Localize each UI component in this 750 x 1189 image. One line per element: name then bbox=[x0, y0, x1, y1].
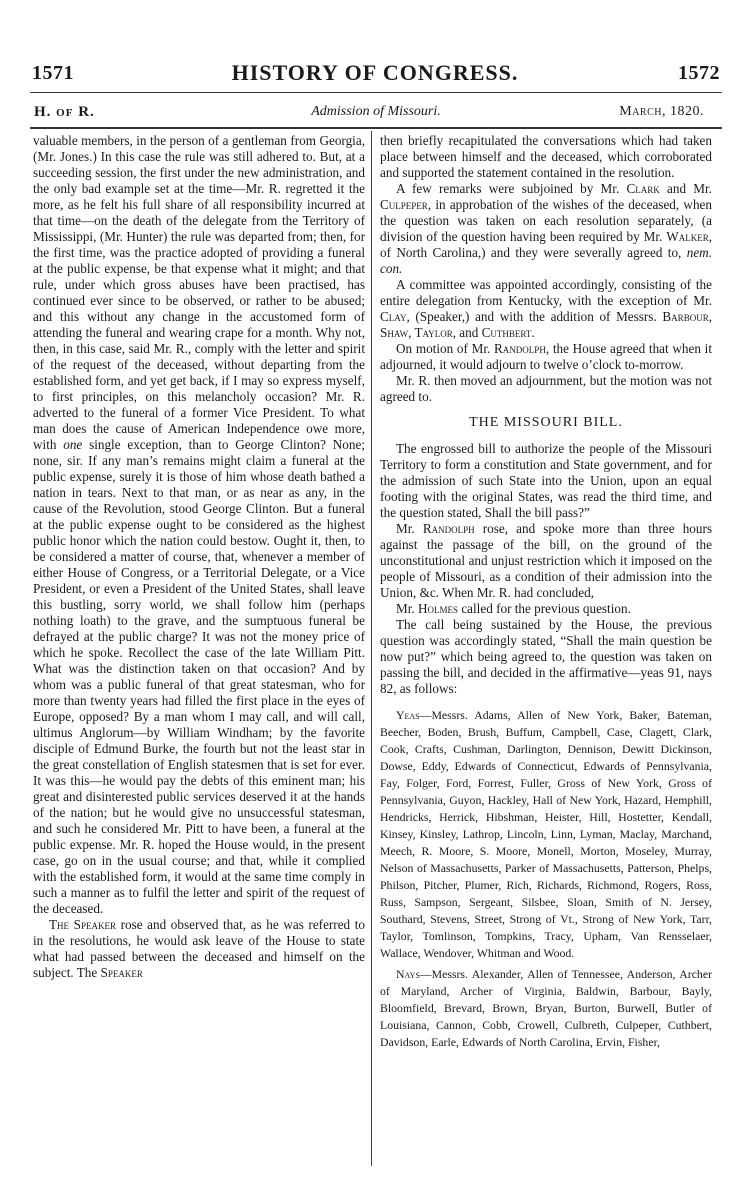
nays-list bbox=[380, 966, 712, 1051]
emphasis: one bbox=[63, 437, 83, 452]
header-rule bbox=[30, 92, 722, 93]
subheader-rule bbox=[30, 127, 722, 129]
section-heading: THE MISSOURI BILL. bbox=[469, 415, 623, 430]
chamber-label: H. of R. bbox=[34, 104, 95, 120]
yeas-label: Yeas bbox=[396, 708, 420, 722]
yeas-list bbox=[380, 707, 712, 962]
paragraph bbox=[33, 133, 365, 917]
text-run: , the House agreed that when it adjourned, it would adjourn to twelve o’clock to-morrow. bbox=[380, 341, 712, 372]
yeas-names: —Messrs. Adams, Allen of New York, Baker, Bateman, Beecher, Boden, Brush, Buffum, Campbell, Case, Clagett, Clark, Cook, Crafts, Cushman, Darlington, Dennison, Dewitt Dickinson, Dowse, Eddy, Edwards of Connecticut, Edwards of Pennsylvania, Fay, Folger, Ford, Forrest, Fuller, Gross of New York, Gross of Pennsylvania, Guyon, Hackley, Hall of New York, Hazard, Hemphill, Hendricks, Herrick, Hibshman, Heister, Hill, Hostetter, Kendall, Kinsey, Kinsley, Lathrop, Lincoln, Linn, Lyman, Maclay, Marchand, Meech, R. Moore, S. Moore, Monell, Morton, Moseley, Murray, Nelson of Massachusetts, Parker of Massachusetts, Patterson, Phelps, Philson, Pitcher, Plumer, Rich, Richards, Richmond, Rogers, Ross, Russ, Sampson, Sergeant, Silsbee, Sloan, Smith of N. Jersey, Southard, Stevens, Street, Strong of Vt., Strong of New York, Tarr, Taylor, Tomlinson, Tompkins, Tracy, Upham, Van Rensselaer, Wallace, Wendover, Whitman and Wood. bbox=[380, 708, 712, 960]
member-name: Clay bbox=[380, 309, 407, 324]
member-name: Randolph bbox=[494, 341, 546, 356]
text-run: called for the previous question. bbox=[458, 601, 631, 616]
text-run: Mr. bbox=[396, 521, 423, 536]
text-run: valuable members, in the person of a gentleman from Georgia, (Mr. Jones.) In this case the rule was still adhered to. But, at a succeeding session, the first under the new administration, and the only bad example set at the time—Mr. R. regretted it the more, as he felt his full share of all responsibility incurred at that time—on the death of the delegate from the Territory of Mississippi, (Mr. Hunter) the rule was departed from; then, for the first time, was the practice adopted of providing a funeral at the public expense, be that expense what it might; and that rule, under which gross abuses have been practised, has continued ever since to be observed, or rather to be abused; and this without any change in the accustomed form of attending the funeral and wearing crape for a month. Why not, then, in this case, said Mr. R., comply with the letter and spirit of the request of the deceased, without departing from the established form, and yet get back, if I may so express myself, to first principles, on this melancholy occasion? Mr. R. adverted to the funeral of a former Vice President. To what man does the cause of American Independence owe more, with bbox=[33, 133, 365, 452]
column-divider bbox=[371, 131, 372, 1166]
text-run: , (Speaker,) and with the addition of Messrs. bbox=[406, 309, 663, 324]
running-title: HISTORY OF CONGRESS. bbox=[231, 60, 519, 85]
text-run: and Mr. bbox=[659, 181, 712, 196]
section-title: Admission of Missouri. bbox=[311, 104, 441, 119]
paragraph bbox=[380, 601, 712, 617]
text-run: A few remarks were subjoined by Mr. bbox=[396, 181, 627, 196]
page-number-left: 1571 bbox=[32, 62, 74, 84]
speaker-name: The Speaker bbox=[49, 917, 116, 932]
nays-label: Nays bbox=[396, 967, 420, 981]
paragraph: The call being sustained by the House, the previous question was accordingly stated, “Shall the main question be now put?” which being agreed to, the question was taken on passing the bill, and decided in the affirmative—yeas 91, nays 82, as follows: bbox=[380, 617, 712, 696]
text-run: , in approbation of the wishes of the deceased, when the question was taken on each resolution separately, (a division of the question having been required by Mr. bbox=[380, 197, 712, 244]
member-name: Cuthbert. bbox=[481, 325, 535, 340]
running-header bbox=[30, 58, 720, 92]
paragraph bbox=[380, 521, 712, 601]
member-name: Holmes bbox=[417, 601, 459, 616]
paragraph bbox=[380, 181, 712, 277]
text-run: , of North Carolina,) and they were severally agreed to, bbox=[380, 229, 712, 260]
text-run: Mr. bbox=[396, 601, 418, 616]
text-run: and bbox=[456, 325, 482, 340]
speaker-name: Speaker bbox=[100, 965, 143, 980]
emphasis: nem. con. bbox=[380, 245, 712, 276]
paragraph: The engrossed bill to authorize the people of the Missouri Territory to form a constitution and State government, and for the admission of such State into the Union, upon an equal footing with the original States, was read the third time, and the question stated, Shall the bill pass?” bbox=[380, 441, 712, 520]
date-label: March, 1820. bbox=[619, 104, 704, 119]
member-name: Walker bbox=[666, 229, 709, 244]
member-name: Clark bbox=[626, 181, 660, 196]
text-run: rose and observed that, as he was referred to in the resolutions, he would ask leave of the House to state what had passed between the deceased and himself on the subject. The bbox=[33, 917, 365, 980]
member-name: Randolph bbox=[422, 521, 475, 536]
text-run: rose, and spoke more than three hours against the passage of the bill, on the ground of the unconstitutional and unjust restriction which it imposed on the people of Missouri, as a condition of their admission into the Union, &c. When Mr. R. had concluded, bbox=[380, 521, 712, 600]
paragraph: Mr. R. then moved an adjournment, but the motion was not agreed to. bbox=[380, 373, 712, 404]
member-name: Culpeper bbox=[380, 197, 428, 212]
paragraph: then briefly recapitulated the conversations which had taken place between himself and the deceased, which corroborated and supported the statement contained in the resolution. bbox=[380, 133, 712, 180]
text-run: A committee was appointed accordingly, consisting of the entire delegation from Kentucky, with the exception of Mr. bbox=[380, 277, 712, 308]
page-number-right: 1572 bbox=[678, 62, 720, 84]
nays-names: —Messrs. Alexander, Allen of Tennessee, Anderson, Archer of Maryland, Archer of Virginia, Baldwin, Barbour, Bayly, Bloomfield, Brevard, Brown, Bryan, Burton, Burwell, Butler of Louisiana, Cannon, Cobb, Crowell, Culbreth, Culpeper, Cuthbert, Davidson, Earle, Edwards of North Carolina, Ervin, Fisher, bbox=[380, 967, 712, 1049]
member-name: Barbour, Shaw, Taylor, bbox=[380, 309, 712, 340]
text-run: On motion of Mr. bbox=[396, 341, 495, 356]
paragraph bbox=[33, 917, 365, 981]
left-column bbox=[33, 133, 365, 1173]
paragraph bbox=[380, 341, 712, 373]
subheader bbox=[30, 98, 722, 124]
right-column bbox=[380, 133, 712, 1173]
paragraph bbox=[380, 277, 712, 341]
text-run: single exception, than to George Clinton? None; none, sir. If any man’s remains might claim a funeral at the public expense, surely it is those of him whose death bathed a nation in tears. Next to that man, or as near as any, in the cause of the Revolution, stood George Clinton. But a funeral at the public expense ought to be considered as the highest public honor which the nation could bestow. Ought it, then, to be considered a matter of course, that, whenever a member of either House of Congress, or a Territorial Delegate, or a Vice President, or even a President of the United States, shall leave this bustling, sorry world, we shall follow him (perhaps nothing loath) to the grave, and the sumptuous funeral be defrayed at the public charge? It was not the money price of which he spoke. Recollect the case of the late William Pitt. What was the distinction taken on that occasion? And by whom was a public funeral of that great statesman, who for more than twenty years had filled the first place in the eyes of Europe, opposed? By a man whom I may call, and will call, ultimus Anglorum—by William Windham; by the favorite disciple of Edmund Burke, the fourth but not the least star in the great constellation of English statesmen that is set for ever. It was this—he would pay the debts of this eminent man; his great and disinterested public services deserved it at the hands of the nation; but he would give no unsuccessful statesman, and such he considered Mr. Pitt to have been, a funeral at the public expense. Mr. R. hoped the House would, in the present case, go on in the usual course; and that, while it complied with the established form, it would at the same time comply in such a manner as to fulfil the letter and spirit of the request of the deceased. bbox=[33, 437, 365, 916]
